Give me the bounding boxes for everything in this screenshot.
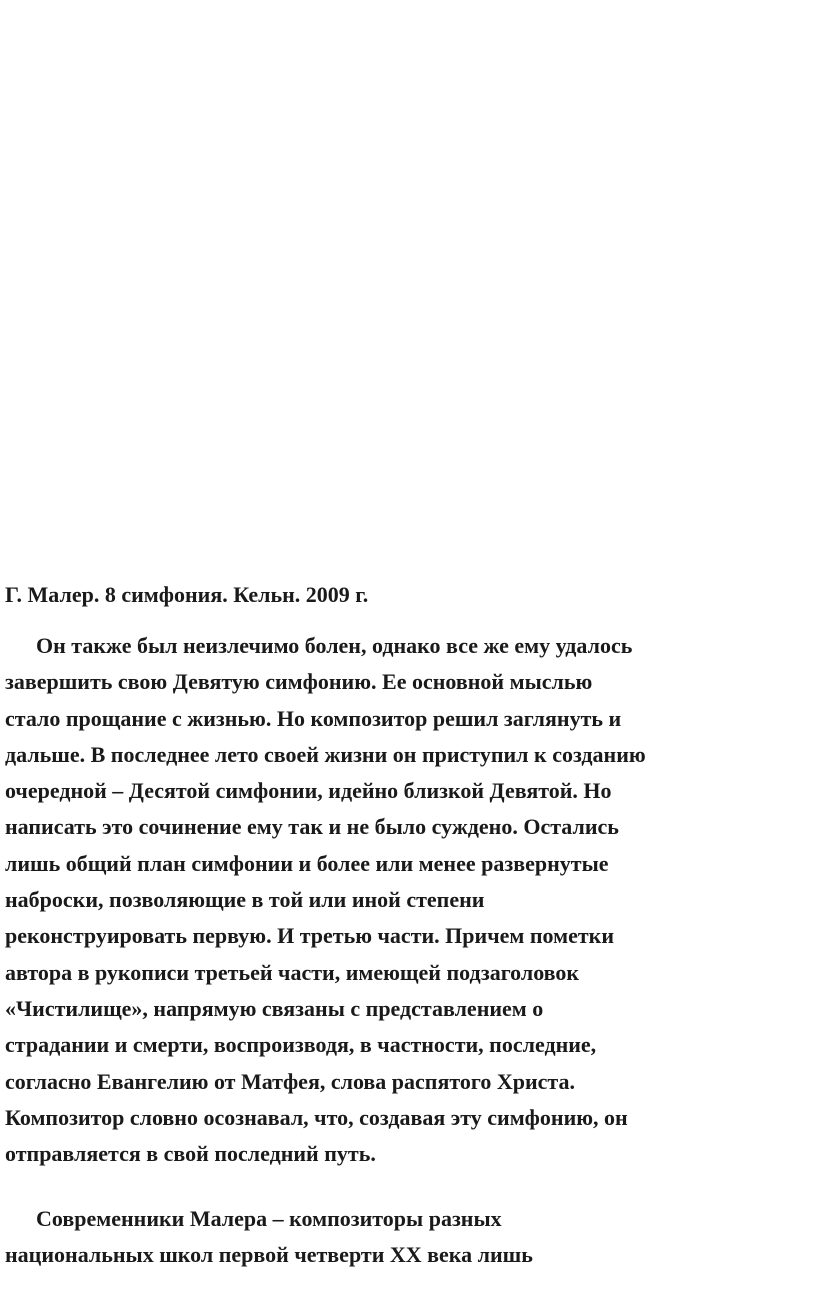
paragraph-line: национальных школ первой четверти XX века лишь	[5, 1242, 533, 1268]
paragraph-line: отправляется в свой последний путь.	[5, 1141, 376, 1167]
figure-caption: Г. Малер. 8 симфония. Кельн. 2009 г.	[5, 582, 369, 607]
paragraph-line: согласно Евангелию от Матфея, слова распятого Христа.	[5, 1068, 575, 1094]
paragraph-line: «Чистилище», напрямую связаны с представлением о	[5, 995, 544, 1021]
paragraph-line: автора в рукописи третьей части, имеющей подзаголовок	[5, 959, 580, 985]
paragraph-line: Он также был неизлечимо болен, однако все же ему удалось	[36, 633, 633, 658]
figure-image-area	[0, 0, 816, 565]
paragraph-line: Композитор словно осознавал, что, создавая эту симфонию, он	[5, 1104, 628, 1130]
paragraph-line: лишь общий план симфонии и более или менее развернутые	[5, 850, 609, 876]
paragraph-line: страдании и смерти, воспроизводя, в частности, последние,	[5, 1032, 597, 1058]
paragraph-line: завершить свою Девятую симфонию. Ее основной мыслью	[5, 669, 593, 695]
paragraph-line: написать это сочинение ему так и не было суждено. Остались	[5, 814, 619, 840]
paragraph-line: очередной – Десятой симфонии, идейно близкой Девятой. Но	[5, 778, 612, 804]
paragraph-line: стало прощание с жизнью. Но композитор решил заглянуть и	[5, 705, 622, 731]
paragraph-line: Современники Малера – композиторы разных	[36, 1206, 502, 1231]
paragraph-line: наброски, позволяющие в той или иной степени	[5, 887, 485, 913]
paragraph-2	[5, 1201, 533, 1274]
paragraph-line: реконструировать первую. И третью части. Причем пометки	[5, 923, 615, 949]
paragraph-1	[5, 628, 646, 1172]
paragraph-line: дальше. В последнее лето своей жизни он приступил к созданию	[5, 741, 646, 767]
